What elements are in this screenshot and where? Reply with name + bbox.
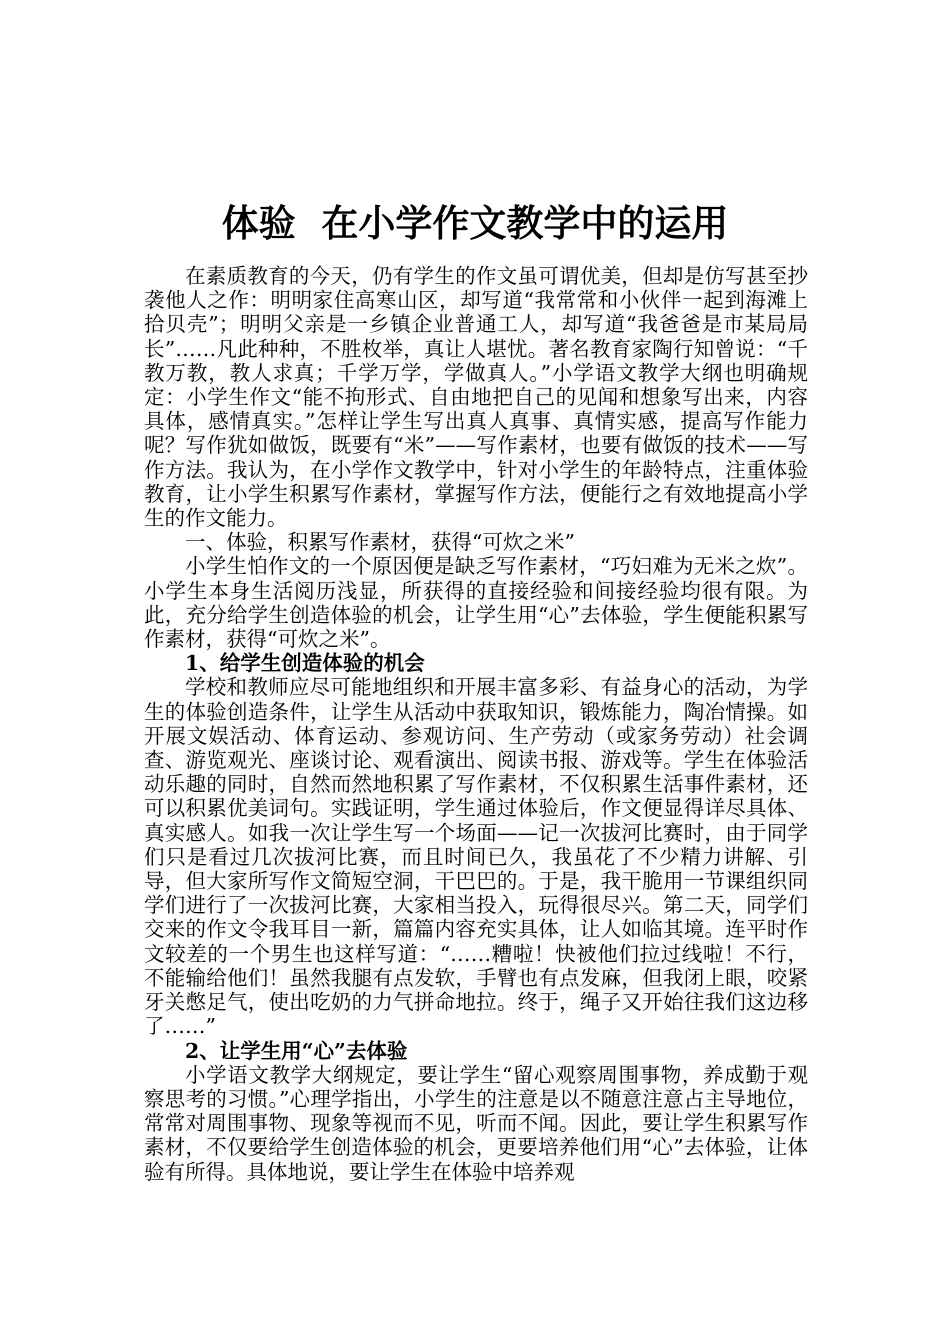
intro-paragraph: 在素质教育的今天，仍有学生的作文虽可谓优美，但却是仿写甚至抄袭他人之作：明明家住高寒山区，却写道“我常常和小伙伴一起到海滩上拾贝壳”；明明父亲是一乡镇企业普通工人，却写道“我爸爸是市某局局长”……凡此种种，不胜枚举，真让人堪忧。著名教育家陶行知曾说：“千教万教，教人求真；千学万学，学做真人。”小学语文教学大纲也明确规定：小学生作文“能不拘形式、自由地把自己的见闻和想象写出来，内容具体，感情真实。”怎样让学生写出真人真事、真情实感，提高写作能力呢？写作犹如做饭，既要有“米”——写作素材，也要有做饭的技术——写作方法。我认为，在小学作文教学中，针对小学生的年龄特点，注重体验教育，让小学生积累写作素材，掌握写作方法，便能行之有效地提高小学生的作文能力。 — [144, 264, 808, 531]
subsection-2-paragraph: 小学语文教学大纲规定，要让学生“留心观察周围事物，养成勤于观察思考的习惯。”心理学指出，小学生的注意是以不随意注意占主导地位，常常对周围事物、现象等视而不见，听而不闻。因此，要让学生积累写作素材，不仅要给学生创造体验的机会，更要培养他们用“心”去体验，让体验有所得。具体地说，要让学生在体验中培养观 — [144, 1062, 808, 1184]
subsection-heading-1: 1、给学生创造体验的机会 — [185, 651, 425, 676]
page-title: 体验 在小学作文教学中的运用 — [221, 202, 729, 245]
section-1-paragraph: 小学生怕作文的一个原因便是缺乏写作素材，“巧妇难为无米之炊”。小学生本身生活阅历浅显，所获得的直接经验和间接经验均很有限。为此，充分给学生创造体验的机会，让学生用“心”去体验，学生便能积累写作素材，获得“可炊之米”。 — [144, 554, 808, 652]
section-heading-1: 一、体验，积累写作素材，获得“可炊之米” — [185, 530, 575, 555]
subsection-1-paragraph: 学校和教师应尽可能地组织和开展丰富多彩、有益身心的活动，为学生的体验创造条件，让学生从活动中获取知识，锻炼能力，陶冶情操。如开展文娱活动、体育运动、参观访问、生产劳动（或家务劳动）社会调查、游览观光、座谈讨论、观看演出、阅读书报、游戏等。学生在体验活动乐趣的同时，自然而然地积累了写作素材，不仅积累生活事件素材，还可以积累优美词句。实践证明，学生通过体验后，作文便显得详尽具体、真实感人。如我一次让学生写一个场面——记一次拔河比赛时，由于同学们只是看过几次拔河比赛，而且时间已久，我虽花了不少精力讲解、引导，但大家所写作文简短空洞，干巴巴的。于是，我干脆用一节课组织同学们进行了一次拔河比赛，大家相当投入，玩得很尽兴。第二天，同学们交来的作文令我耳目一新，篇篇内容充实具体，让人如临其境。连平时作文较差的一个男生也这样写道：“……糟啦！快被他们拉过线啦！不行，不能输给他们！虽然我腿有点发软，手臂也有点发麻，但我闭上眼，咬紧牙关憋足气，使出吃奶的力气拼命地拉。终于，绳子又开始往我们这边移了……” — [144, 675, 808, 1039]
article-body — [144, 264, 808, 1184]
subsection-heading-2: 2、让学生用“心”去体验 — [185, 1038, 408, 1063]
